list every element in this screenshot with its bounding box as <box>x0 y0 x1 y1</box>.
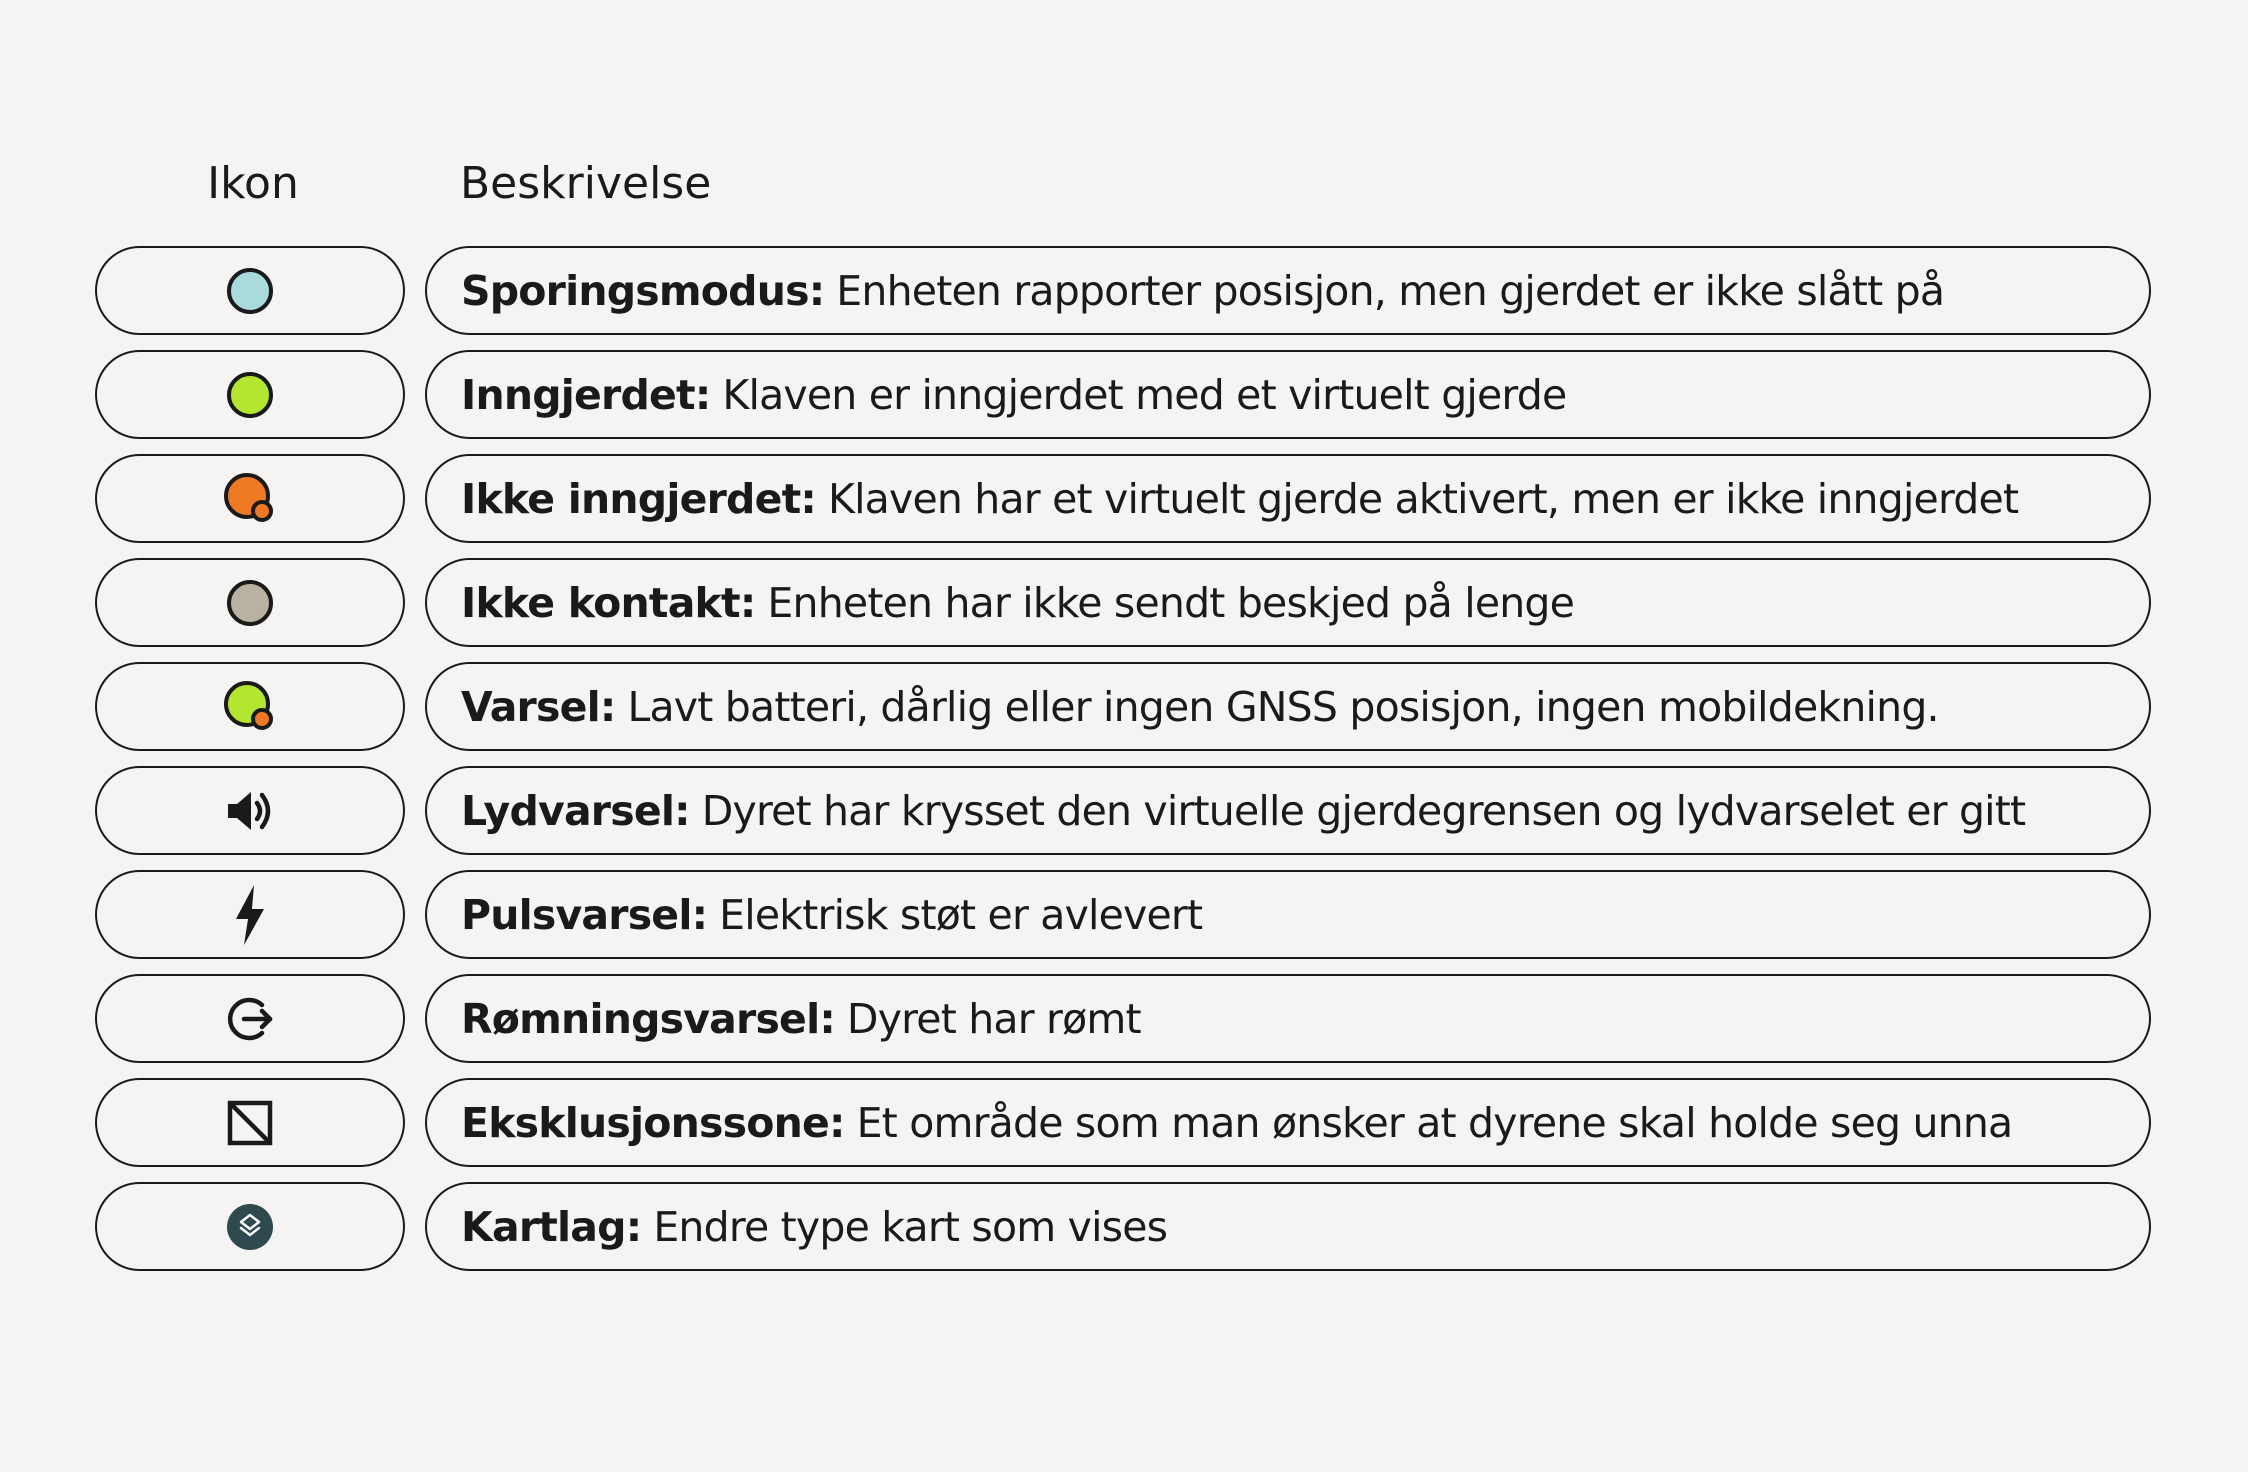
speaker-icon <box>222 783 278 839</box>
icon-cell <box>95 974 405 1063</box>
description-cell <box>425 766 2151 855</box>
description-text: Elektrisk støt er avlevert <box>719 890 1203 939</box>
map-layers-icon <box>224 1201 276 1253</box>
description-cell <box>425 350 2151 439</box>
icon-cell <box>95 662 405 751</box>
term-label: Sporingsmodus: <box>461 266 825 315</box>
term-label: Pulsvarsel: <box>461 890 708 939</box>
description-cell <box>425 1182 2151 1271</box>
description-text: Lavt batteri, dårlig eller ingen GNSS posisjon, ingen mobildekning. <box>627 682 1939 731</box>
legend-row-sound-alert <box>95 766 2151 858</box>
description-text: Et område som man ønsker at dyrene skal holde seg unna <box>856 1098 2013 1147</box>
term-label: Lydvarsel: <box>461 786 690 835</box>
description-column-header: Beskrivelse <box>460 158 712 209</box>
description-text: Dyret har krysset den virtuelle gjerdegrensen og lydvarselet er gitt <box>701 786 2026 835</box>
fenced-dot-icon <box>224 369 276 421</box>
legend-row-exclusion-zone <box>95 1078 2151 1170</box>
icon-cell <box>95 246 405 335</box>
exclusion-zone-icon <box>223 1096 277 1150</box>
legend-row-escape-alert <box>95 974 2151 1066</box>
legend-row-warning <box>95 662 2151 754</box>
legend-row-no-contact <box>95 558 2151 650</box>
description-cell <box>425 454 2151 543</box>
description-cell <box>425 662 2151 751</box>
legend-row-map-layers <box>95 1182 2151 1274</box>
description-text: Klaven har et virtuelt gjerde aktivert, men er ikke inngjerdet <box>827 474 2019 523</box>
no-contact-dot-icon <box>224 577 276 629</box>
icon-column-header: Ikon <box>207 158 299 209</box>
term-label: Inngjerdet: <box>461 370 711 419</box>
icon-cell <box>95 1078 405 1167</box>
description-cell <box>425 870 2151 959</box>
term-label: Ikke inngjerdet: <box>461 474 816 523</box>
description-text: Dyret har rømt <box>846 994 1141 1043</box>
description-cell <box>425 246 2151 335</box>
legend-row-not-fenced <box>95 454 2151 546</box>
term-label: Eksklusjonssone: <box>461 1098 845 1147</box>
icon-cell <box>95 558 405 647</box>
term-label: Kartlag: <box>461 1202 642 1251</box>
tracking-mode-dot-icon <box>224 265 276 317</box>
description-text: Endre type kart som vises <box>653 1202 1168 1251</box>
warning-dot-icon <box>221 678 279 736</box>
icon-cell <box>95 870 405 959</box>
lightning-icon <box>228 883 272 947</box>
legend-row-pulse-alert <box>95 870 2151 962</box>
legend-row-tracking-mode <box>95 246 2151 338</box>
description-cell <box>425 1078 2151 1167</box>
icon-cell <box>95 454 405 543</box>
escape-icon <box>222 991 278 1047</box>
legend-table <box>95 246 2151 1286</box>
description-text: Klaven er inngjerdet med et virtuelt gjerde <box>722 370 1567 419</box>
icon-cell <box>95 1182 405 1271</box>
not-fenced-dot-icon <box>221 470 279 528</box>
description-text: Enheten har ikke sendt beskjed på lenge <box>767 578 1575 627</box>
term-label: Rømningsvarsel: <box>461 994 835 1043</box>
icon-cell <box>95 350 405 439</box>
term-label: Ikke kontakt: <box>461 578 756 627</box>
legend-row-fenced <box>95 350 2151 442</box>
description-cell <box>425 974 2151 1063</box>
term-label: Varsel: <box>461 682 616 731</box>
description-cell <box>425 558 2151 647</box>
description-text: Enheten rapporter posisjon, men gjerdet er ikke slått på <box>836 266 1945 315</box>
icon-cell <box>95 766 405 855</box>
